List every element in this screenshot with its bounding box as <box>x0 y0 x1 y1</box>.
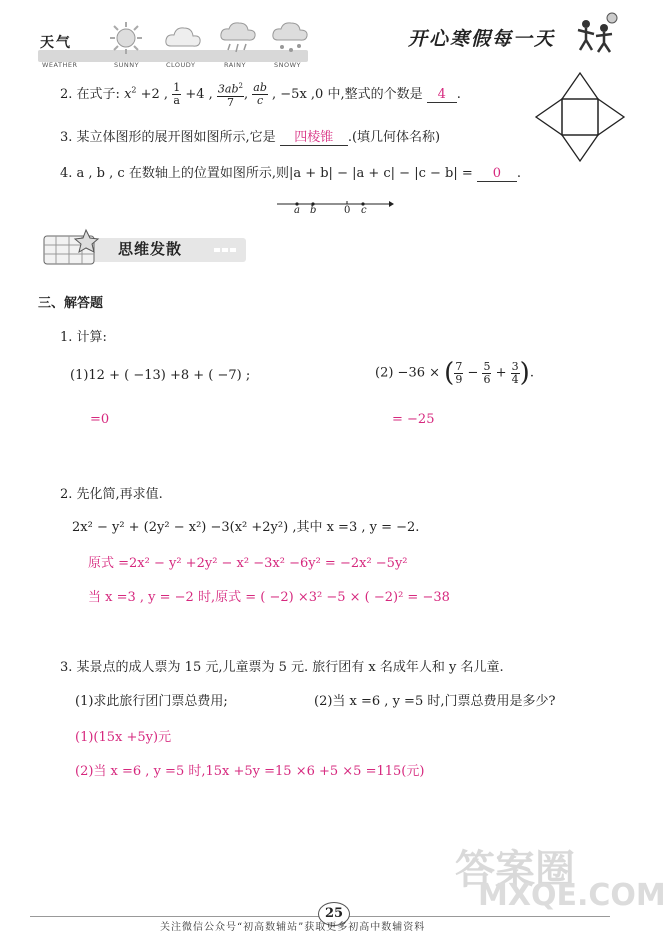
question-3 <box>60 126 440 146</box>
p1-a-answer: =0 <box>90 412 110 427</box>
frac-den: 7 <box>226 95 234 109</box>
rain-icon <box>218 20 258 58</box>
sunny-label: SUNNY <box>114 61 140 69</box>
p3-q2: (2)当 x =6 , y =5 时,门票总费用是多少? <box>314 694 556 709</box>
page-number: 25 <box>318 902 350 926</box>
q2-expr-c: +4 , <box>185 86 213 102</box>
q2-expr-d: , −5x ,0 中,整式的个数是 <box>272 86 423 102</box>
frac-num: 5 <box>483 359 491 373</box>
label-b: b <box>310 205 317 216</box>
frac-num: 1 <box>173 80 181 94</box>
q2-expr-a: x <box>124 86 132 102</box>
frac-den: 6 <box>483 372 491 386</box>
cloud-icon <box>163 20 203 54</box>
q2-expr-b: +2 , <box>136 86 169 102</box>
p1-b-answer: = −25 <box>392 412 435 427</box>
watermark-url: MXQE.COM <box>478 878 666 913</box>
frac-den: a <box>173 93 180 107</box>
frac-den: c <box>256 93 264 107</box>
p2-title: 2. 先化简,再求值. <box>60 487 163 502</box>
label-c: c <box>361 205 367 216</box>
pyramid-net-diagram <box>533 70 627 164</box>
question-2: 2. 在式子: $x^2 +2$ , $\frac{1}{a}$ +4 , $\frac{3ab^2}{7}$ , $\frac{ab}{c}$ , −5x ,0 中,整式的个数是 4 . <box>60 80 461 109</box>
q2-fraction-2: $\frac{3ab^2}{7}$ <box>217 82 243 109</box>
q2-end: . <box>456 86 461 102</box>
snowy-label: SNOWY <box>274 61 302 69</box>
rainy-label: RAINY <box>224 61 246 69</box>
q2-fraction-1 <box>172 82 181 107</box>
p3-q1: (1)求此旅行团门票总费用; <box>75 694 228 709</box>
number-line-labels <box>275 205 395 219</box>
label-zero: 0 <box>344 205 351 216</box>
kids-icon <box>572 12 624 54</box>
watermark-logo: 答案圈 <box>455 847 575 893</box>
frac-den: 4 <box>511 372 519 386</box>
part3-title: 三、解答题 <box>38 296 104 311</box>
p1-title: 1. 计算: <box>60 330 107 345</box>
weather-icons <box>38 8 308 69</box>
sun-icon <box>108 20 144 56</box>
snow-icon <box>270 20 310 58</box>
footer-text: 关注微信公众号“初高数辅站”获取更多初高中数辅资料 <box>160 922 426 933</box>
p1-frac-2 <box>482 361 491 386</box>
p2-expr: 2x² − y² + (2y² − x²) −3(x² +2y²) ,其中 x =3 , y = −2. <box>72 520 420 535</box>
frac-num: 3ab <box>217 82 239 96</box>
q2-fraction-3 <box>252 82 268 107</box>
p2-answer-1: 原式 =2x² − y² +2y² − x² −3x² −6y² = −2x² −5y² <box>88 556 408 571</box>
frac-num: 7 <box>455 359 463 373</box>
q4-answer: 0 <box>477 166 517 182</box>
cloudy-label: CLOUDY <box>166 61 196 69</box>
q3-answer: 四棱锥 <box>280 126 348 146</box>
q3-end: .(填几何体名称) <box>347 130 441 145</box>
q2-text-start: 2. 在式子: <box>60 86 120 102</box>
weather-title: 天气 <box>40 35 72 51</box>
p3-answer-1: (1)(15x +5y)元 <box>75 730 172 745</box>
p2-answer-2: 当 x =3 , y = −2 时,原式 = ( −2) ×3² −5 × ( −2)² = −38 <box>88 590 450 605</box>
weather-label: WEATHER <box>42 61 78 69</box>
frac-den: 9 <box>455 372 463 386</box>
p1-frac-3 <box>511 361 520 386</box>
q4-end: . <box>516 166 522 181</box>
q2-answer: 4 <box>427 87 457 103</box>
question-4 <box>60 162 521 182</box>
p3-answer-2: (2)当 x =6 , y =5 时,15x +5y =15 ×6 +5 ×5 =115(元) <box>75 764 425 779</box>
p1-a-expr: (1)12 + ( −13) +8 + ( −7) ; <box>70 368 251 383</box>
brand-title: 开心寒假每一天 <box>408 28 556 50</box>
p1-b-start: (2) −36 × <box>375 365 441 381</box>
frac-num: ab <box>253 80 267 94</box>
frac-num: 3 <box>511 359 519 373</box>
p1-frac-1 <box>454 361 463 386</box>
q4-text: 4. a , b , c 在数轴上的位置如图所示,则|a + b| − |a + c| − |c − b| = <box>60 166 473 181</box>
q3-text: 3. 某立体图形的展开图如图所示,它是 <box>60 130 276 145</box>
p1-b-expr: (2) −36 × ( $\frac{7}{9}$ − $\frac{5}{6}$ + $\frac{3}{4}$ ). <box>375 358 534 388</box>
label-a: a <box>294 205 300 216</box>
section-title: 思维发散 <box>118 240 183 258</box>
p3-title: 3. 某景点的成人票为 15 元,儿童票为 5 元. 旅行团有 x 名成年人和 y 名儿童. <box>60 660 504 675</box>
